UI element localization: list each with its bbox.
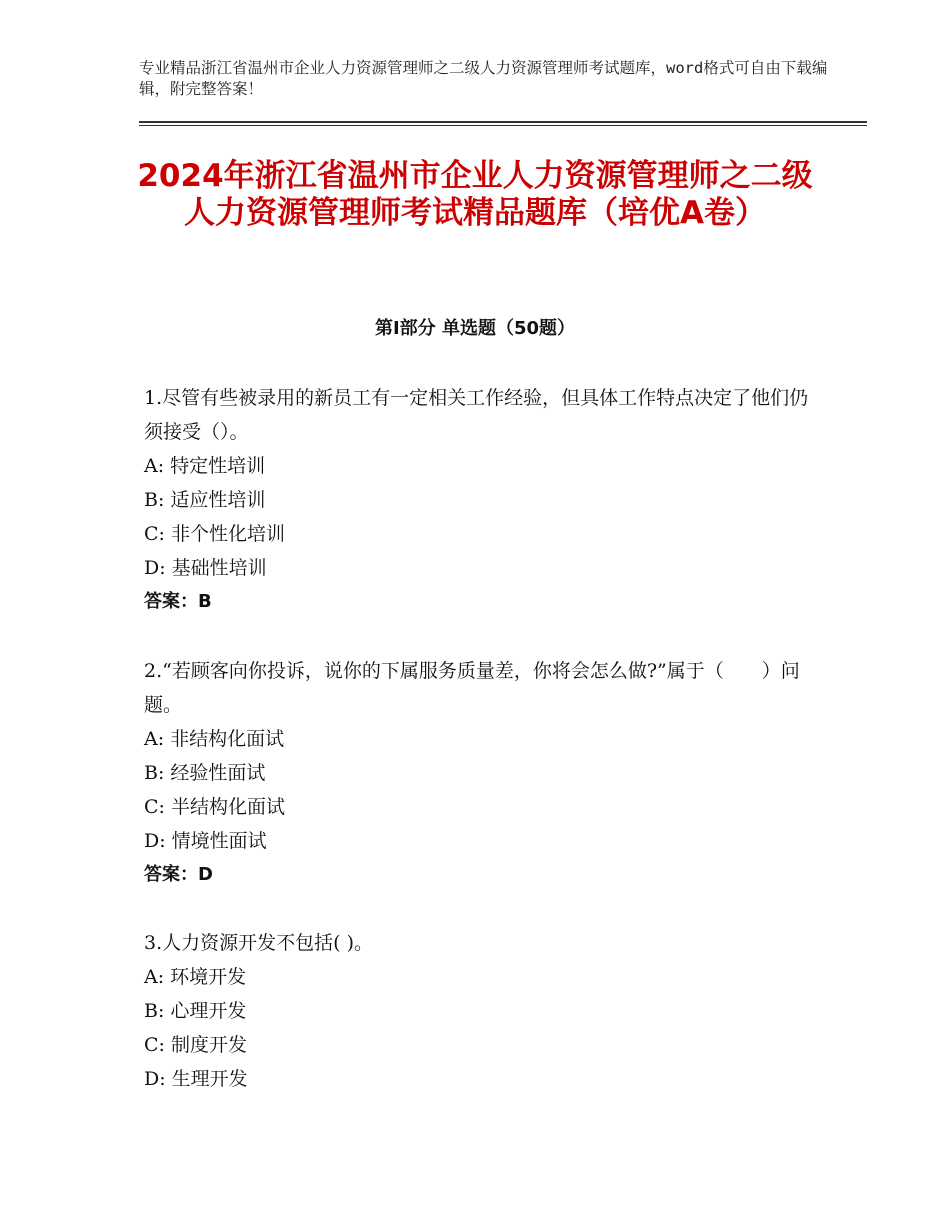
option-b: B: 适应性培训 bbox=[144, 489, 266, 511]
document-title: 2024年浙江省温州市企业人力资源管理师之二级人力资源管理师考试精品题库（培优A卷） bbox=[137, 158, 813, 231]
section-title: 第Ⅰ部分 单选题（50题） bbox=[374, 318, 575, 339]
header-rule-thin bbox=[139, 125, 867, 126]
answer: 答案：B bbox=[144, 591, 212, 612]
question-3 bbox=[144, 926, 810, 1096]
question-stem: 3.人力资源开发不包括( )。 bbox=[144, 932, 373, 954]
option-d: D: 情境性面试 bbox=[144, 830, 267, 852]
question-stem: 2.“若顾客向你投诉，说你的下属服务质量差，你将会怎么做?”属于（ ）问题。 bbox=[144, 660, 800, 716]
header-note: 专业精品浙江省温州市企业人力资源管理师之二级人力资源管理师考试题库，word格式可自由下载编辑，附完整答案！ bbox=[139, 59, 828, 98]
option-b: B: 心理开发 bbox=[144, 1000, 247, 1022]
option-d: D: 生理开发 bbox=[144, 1068, 248, 1090]
option-a: A: 环境开发 bbox=[144, 966, 247, 988]
question-1 bbox=[144, 381, 810, 619]
header-rule bbox=[139, 121, 867, 123]
option-d: D: 基础性培训 bbox=[144, 557, 267, 579]
option-c: C: 非个性化培训 bbox=[144, 523, 285, 545]
option-a: A: 特定性培训 bbox=[144, 455, 266, 477]
option-b: B: 经验性面试 bbox=[144, 762, 266, 784]
option-a: A: 非结构化面试 bbox=[144, 728, 285, 750]
question-2 bbox=[144, 654, 810, 892]
answer: 答案：D bbox=[144, 864, 213, 885]
option-c: C: 半结构化面试 bbox=[144, 796, 285, 818]
option-c: C: 制度开发 bbox=[144, 1034, 247, 1056]
question-stem: 1.尽管有些被录用的新员工有一定相关工作经验，但具体工作特点决定了他们仍须接受（）。 bbox=[144, 387, 809, 443]
